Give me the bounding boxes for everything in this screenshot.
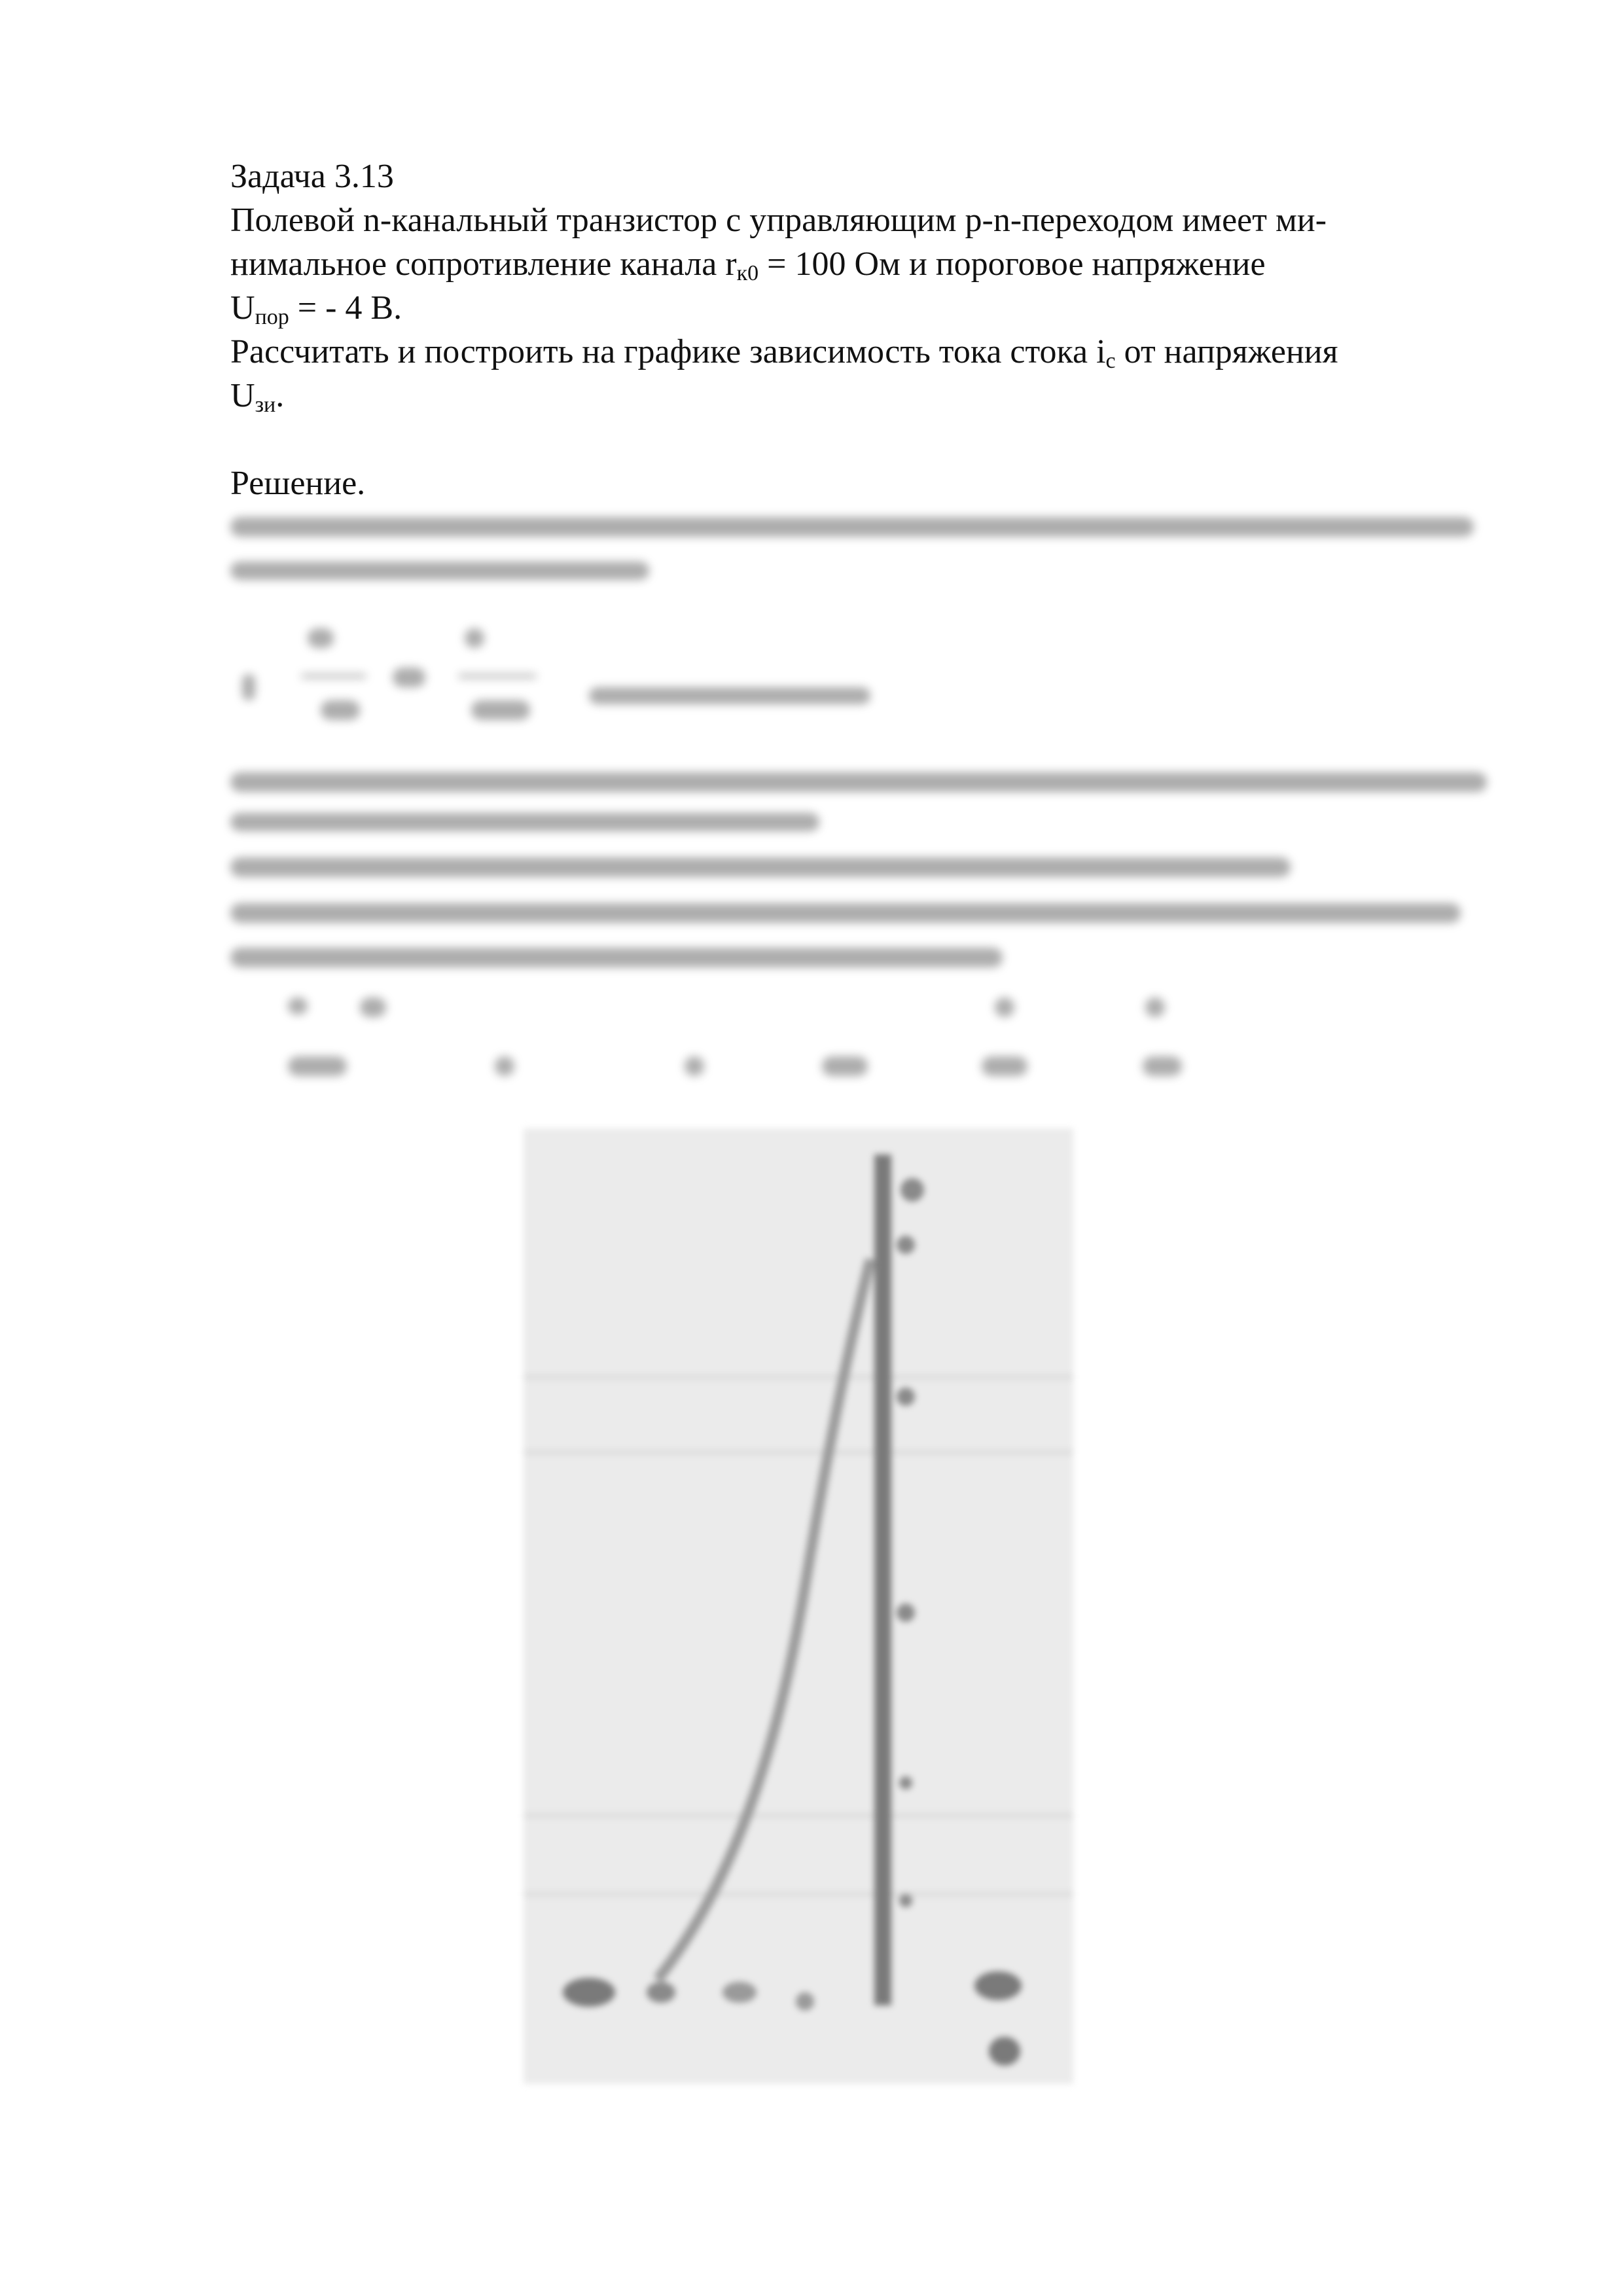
problem-line-4: Рассчитать и построить на графике зависимость тока стока $i_с$ от напряжения <box>230 333 1338 373</box>
problem-line-5: $U_{зи}$. <box>230 377 285 417</box>
problem-line-1: Полевой n-канальный транзистор с управляющим p-n-переходом имеет ми- <box>230 202 1327 239</box>
problem-statement <box>230 154 1513 418</box>
graph-svg <box>524 1128 1073 2084</box>
problem-title: Задача 3.13 <box>230 158 394 195</box>
solution-heading: Решение. <box>230 465 366 502</box>
problem-line-2: нимальное сопротивление канала $r_{к0} = 100$ Ом и пороговое напряжение <box>230 245 1266 285</box>
graph-figure <box>524 1128 1073 2084</box>
problem-line-3: $U_{пор}$ = - 4 В. <box>230 289 402 329</box>
